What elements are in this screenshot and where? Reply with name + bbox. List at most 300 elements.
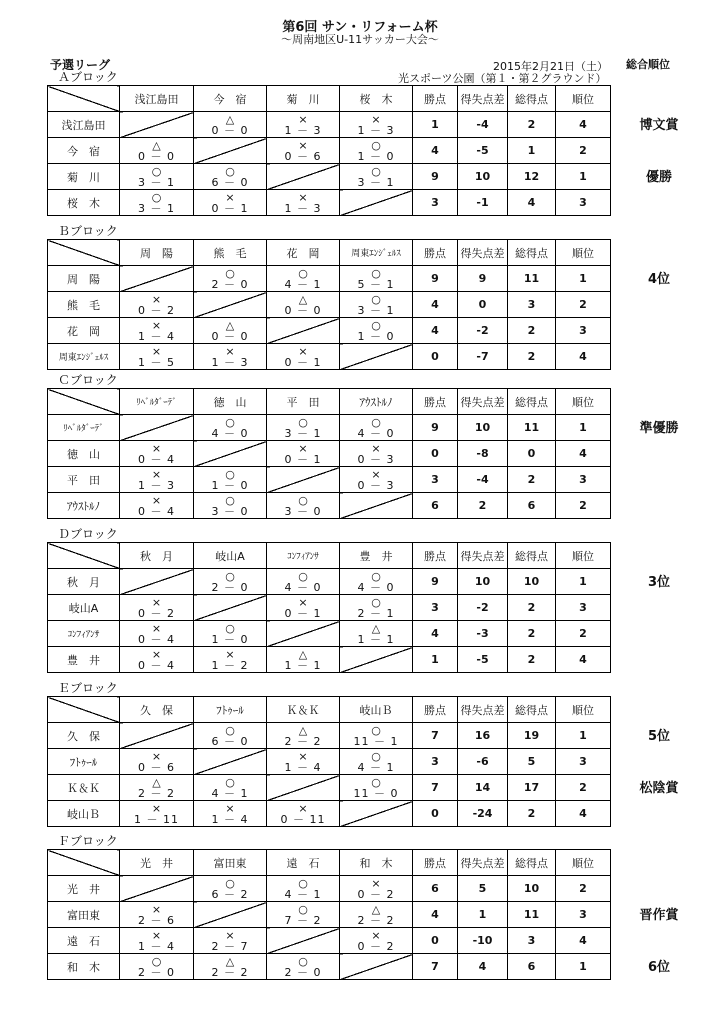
- result-symbol: ○: [371, 164, 381, 178]
- match-score: 1 － 3: [284, 123, 322, 137]
- team-header: 岐山Ｂ: [340, 697, 413, 723]
- match-score: 0 － 4: [138, 452, 175, 466]
- team-header: ｺﾝﾌｨｱﾝｻ: [267, 543, 340, 569]
- result-symbol: ○: [371, 595, 381, 609]
- team-row: [48, 112, 611, 138]
- team-header: Ｋ＆Ｋ: [267, 697, 340, 723]
- block-table: [47, 542, 611, 673]
- match-score: 1 － 0: [211, 632, 249, 646]
- goal-diff-cell: 0: [458, 292, 508, 318]
- self-match-cell: [194, 441, 267, 467]
- block-label: Ａブロック: [58, 70, 118, 84]
- match-result-cell: [340, 595, 413, 621]
- team-header: 周東ｴﾝｼﾞｪﾙｽ: [340, 240, 413, 266]
- team-row: [48, 723, 611, 749]
- team-name: ｱｳｽﾄﾙﾉ: [48, 493, 120, 519]
- goals-scored-cell: 11: [508, 902, 556, 928]
- venue: 光スポーツ公園（第１・第２グラウンド）: [398, 72, 607, 85]
- result-symbol: ○: [151, 164, 162, 178]
- rank-cell: 3: [556, 190, 611, 216]
- stat-header: 得失点差: [458, 543, 508, 569]
- match-result-cell: [340, 266, 413, 292]
- match-result-cell: [267, 595, 340, 621]
- rank-cell: 1: [556, 954, 611, 980]
- match-result-cell: [340, 876, 413, 902]
- result-symbol: △: [371, 621, 381, 635]
- match-score: 1 － 3: [284, 201, 322, 215]
- rank-cell: 4: [556, 112, 611, 138]
- self-match-cell: [340, 190, 413, 216]
- rank-cell: 3: [556, 749, 611, 775]
- team-header: 光 井: [120, 850, 194, 876]
- match-result-cell: [267, 138, 340, 164]
- points-cell: 4: [413, 318, 458, 344]
- team-header: 豊 井: [340, 543, 413, 569]
- self-match-cell: [340, 493, 413, 519]
- team-header: 熊 毛: [194, 240, 267, 266]
- team-name: 今 宿: [48, 138, 120, 164]
- team-name: 秋 月: [48, 569, 120, 595]
- stat-header: 勝点: [413, 240, 458, 266]
- match-result-cell: [194, 647, 267, 673]
- result-symbol: ×: [151, 621, 162, 635]
- result-symbol: △: [298, 647, 308, 661]
- match-result-cell: [120, 621, 194, 647]
- stat-header: 勝点: [413, 543, 458, 569]
- overall-award: 優勝: [645, 170, 672, 185]
- goal-diff-cell: 9: [458, 266, 508, 292]
- match-result-cell: [120, 749, 194, 775]
- match-result-cell: [267, 876, 340, 902]
- self-match-cell: [267, 928, 340, 954]
- match-score: 1 － 2: [211, 658, 249, 672]
- team-header: 富田東: [194, 850, 267, 876]
- points-cell: 0: [413, 344, 458, 370]
- self-match-cell: [340, 344, 413, 370]
- match-score: 2 － 0: [284, 965, 322, 979]
- goals-scored-cell: 6: [508, 954, 556, 980]
- team-row: [48, 647, 611, 673]
- goals-scored-cell: 2: [508, 595, 556, 621]
- result-symbol: ×: [151, 292, 162, 306]
- match-score: 1 － 4: [284, 760, 322, 774]
- result-symbol: ○: [225, 164, 235, 178]
- match-score: 6 － 0: [211, 175, 249, 189]
- stat-header: 勝点: [413, 850, 458, 876]
- result-symbol: ○: [371, 266, 381, 280]
- stat-header: 順位: [556, 850, 611, 876]
- match-score: 4 － 1: [211, 786, 249, 800]
- team-row: [48, 467, 611, 493]
- stat-header: 得失点差: [458, 240, 508, 266]
- rank-cell: 4: [556, 647, 611, 673]
- match-result-cell: [120, 164, 194, 190]
- result-symbol: ×: [151, 749, 162, 763]
- match-score: 2 － 2: [284, 734, 322, 748]
- match-score: 1 － 1: [284, 658, 322, 672]
- stat-header: 得失点差: [458, 389, 508, 415]
- match-result-cell: [267, 569, 340, 595]
- team-row: [48, 493, 611, 519]
- points-cell: 0: [413, 801, 458, 827]
- match-result-cell: [120, 467, 194, 493]
- match-result-cell: [120, 138, 194, 164]
- team-name: ﾘﾍﾞﾙﾀﾞｰﾃﾞ: [48, 415, 120, 441]
- result-symbol: △: [152, 775, 161, 789]
- points-cell: 3: [413, 595, 458, 621]
- team-name: ﾌﾄｩｰﾙ: [48, 749, 120, 775]
- result-symbol: ×: [298, 112, 308, 126]
- goal-diff-cell: 16: [458, 723, 508, 749]
- goal-diff-cell: 5: [458, 876, 508, 902]
- match-result-cell: [267, 441, 340, 467]
- self-match-cell: [120, 266, 194, 292]
- team-row: [48, 415, 611, 441]
- corner-cell: [48, 389, 120, 415]
- result-symbol: ×: [298, 749, 308, 763]
- result-symbol: ○: [298, 569, 308, 583]
- result-symbol: △: [371, 902, 381, 916]
- match-score: 1 － 0: [357, 149, 395, 163]
- result-symbol: ×: [371, 441, 381, 455]
- match-result-cell: [194, 318, 267, 344]
- match-result-cell: [267, 493, 340, 519]
- goal-diff-cell: -10: [458, 928, 508, 954]
- self-match-cell: [194, 292, 267, 318]
- goal-diff-cell: -3: [458, 621, 508, 647]
- match-result-cell: [340, 415, 413, 441]
- self-match-cell: [194, 902, 267, 928]
- match-score: 3 － 1: [138, 201, 175, 215]
- self-match-cell: [120, 415, 194, 441]
- match-result-cell: [194, 621, 267, 647]
- block-label: Ｆブロック: [58, 834, 118, 848]
- match-result-cell: [340, 164, 413, 190]
- self-match-cell: [267, 621, 340, 647]
- match-score: 0 － 1: [284, 355, 322, 369]
- match-result-cell: [194, 876, 267, 902]
- goals-scored-cell: 4: [508, 190, 556, 216]
- team-header: 桜 木: [340, 86, 413, 112]
- goals-scored-cell: 3: [508, 292, 556, 318]
- match-result-cell: [194, 415, 267, 441]
- team-row: [48, 164, 611, 190]
- points-cell: 3: [413, 190, 458, 216]
- goal-diff-cell: -24: [458, 801, 508, 827]
- goal-diff-cell: 14: [458, 775, 508, 801]
- match-result-cell: [340, 467, 413, 493]
- stat-header: 勝点: [413, 86, 458, 112]
- goal-diff-cell: 10: [458, 415, 508, 441]
- result-symbol: ○: [225, 569, 235, 583]
- self-match-cell: [340, 647, 413, 673]
- stat-header: 得失点差: [458, 697, 508, 723]
- team-name: Ｋ＆Ｋ: [48, 775, 120, 801]
- block-table: [47, 696, 611, 827]
- result-symbol: △: [152, 138, 161, 152]
- team-row: [48, 954, 611, 980]
- result-symbol: ○: [371, 138, 381, 152]
- result-symbol: ×: [151, 902, 162, 916]
- team-header: 平 田: [267, 389, 340, 415]
- match-score: 0 － 0: [211, 329, 249, 343]
- header-row: [48, 697, 611, 723]
- block-label: Ｅブロック: [58, 681, 118, 695]
- result-symbol: ×: [151, 344, 162, 358]
- goals-scored-cell: 5: [508, 749, 556, 775]
- match-result-cell: [267, 112, 340, 138]
- goal-diff-cell: -5: [458, 647, 508, 673]
- goals-scored-cell: 10: [508, 569, 556, 595]
- team-header: 花 岡: [267, 240, 340, 266]
- points-cell: 7: [413, 954, 458, 980]
- goal-diff-cell: -7: [458, 344, 508, 370]
- overall-award: 松陰賞: [639, 781, 679, 796]
- self-match-cell: [120, 876, 194, 902]
- match-score: 2 － 2: [138, 786, 175, 800]
- corner-cell: [48, 697, 120, 723]
- team-row: [48, 190, 611, 216]
- goals-scored-cell: 12: [508, 164, 556, 190]
- match-score: 0 － 2: [138, 303, 175, 317]
- match-result-cell: [120, 318, 194, 344]
- match-result-cell: [340, 138, 413, 164]
- team-name: 和 木: [48, 954, 120, 980]
- result-symbol: ○: [371, 318, 381, 332]
- header-row: [48, 389, 611, 415]
- result-symbol: ○: [371, 723, 381, 737]
- team-header: ｱｳｽﾄﾙﾉ: [340, 389, 413, 415]
- match-score: 3 － 1: [357, 175, 395, 189]
- match-score: 11 － 1: [353, 734, 399, 748]
- self-match-cell: [194, 749, 267, 775]
- match-score: 3 － 1: [284, 426, 322, 440]
- header-row: [48, 240, 611, 266]
- goals-scored-cell: 2: [508, 801, 556, 827]
- rank-cell: 4: [556, 441, 611, 467]
- block-table: [47, 849, 611, 980]
- match-result-cell: [340, 723, 413, 749]
- goals-scored-cell: 0: [508, 441, 556, 467]
- match-score: 1 － 1: [357, 632, 395, 646]
- match-result-cell: [120, 292, 194, 318]
- rank-cell: 1: [556, 415, 611, 441]
- rank-cell: 2: [556, 876, 611, 902]
- match-result-cell: [340, 112, 413, 138]
- goal-diff-cell: -2: [458, 595, 508, 621]
- match-result-cell: [267, 801, 340, 827]
- team-row: [48, 292, 611, 318]
- match-result-cell: [340, 902, 413, 928]
- team-header: 久 保: [120, 697, 194, 723]
- match-result-cell: [194, 954, 267, 980]
- points-cell: 9: [413, 266, 458, 292]
- overall-award: 5位: [647, 729, 671, 744]
- match-result-cell: [267, 344, 340, 370]
- goal-diff-cell: 4: [458, 954, 508, 980]
- points-cell: 4: [413, 138, 458, 164]
- match-result-cell: [194, 569, 267, 595]
- stat-header: 順位: [556, 697, 611, 723]
- self-match-cell: [267, 467, 340, 493]
- team-name: 浅江島田: [48, 112, 120, 138]
- team-name: 周 陽: [48, 266, 120, 292]
- stat-header: 総得点: [508, 389, 556, 415]
- match-score: 4 － 1: [284, 277, 322, 291]
- page-title: 第6回 サン・リフォーム杯: [282, 20, 438, 35]
- match-score: 1 － 5: [138, 355, 175, 369]
- team-row: [48, 775, 611, 801]
- stat-header: 順位: [556, 86, 611, 112]
- result-symbol: ○: [298, 954, 308, 968]
- rank-cell: 3: [556, 595, 611, 621]
- match-result-cell: [194, 190, 267, 216]
- match-result-cell: [120, 493, 194, 519]
- points-cell: 1: [413, 112, 458, 138]
- result-symbol: ×: [371, 928, 381, 942]
- match-score: 1 － 11: [134, 812, 179, 826]
- goal-diff-cell: -1: [458, 190, 508, 216]
- goals-scored-cell: 1: [508, 138, 556, 164]
- result-symbol: ×: [225, 344, 235, 358]
- match-result-cell: [120, 775, 194, 801]
- self-match-cell: [120, 723, 194, 749]
- match-score: 2 － 2: [211, 965, 249, 979]
- result-symbol: ○: [225, 467, 235, 481]
- result-symbol: ×: [298, 344, 308, 358]
- match-score: 0 － 2: [357, 887, 395, 901]
- result-symbol: ×: [298, 190, 308, 204]
- match-result-cell: [194, 266, 267, 292]
- team-header: 和 木: [340, 850, 413, 876]
- match-score: 0 － 0: [211, 123, 249, 137]
- result-symbol: ×: [151, 441, 162, 455]
- match-score: 2 － 2: [357, 913, 395, 927]
- result-symbol: ×: [151, 647, 162, 661]
- rank-cell: 3: [556, 902, 611, 928]
- result-symbol: ○: [371, 415, 381, 429]
- result-symbol: ○: [371, 569, 381, 583]
- team-row: [48, 801, 611, 827]
- points-cell: 7: [413, 775, 458, 801]
- result-symbol: ○: [225, 876, 235, 890]
- result-symbol: ○: [225, 493, 235, 507]
- goal-diff-cell: -2: [458, 318, 508, 344]
- match-score: 3 － 0: [284, 504, 322, 518]
- rank-cell: 4: [556, 801, 611, 827]
- match-score: 0 － 4: [138, 632, 175, 646]
- block-table: [47, 388, 611, 519]
- result-symbol: ×: [225, 647, 235, 661]
- match-result-cell: [194, 344, 267, 370]
- result-symbol: ×: [371, 876, 381, 890]
- result-symbol: ×: [371, 112, 381, 126]
- self-match-cell: [340, 801, 413, 827]
- match-score: 0 － 2: [138, 606, 175, 620]
- result-symbol: ○: [298, 415, 308, 429]
- result-symbol: ×: [225, 801, 235, 815]
- overall-award: 博文賞: [639, 118, 679, 133]
- goals-scored-cell: 2: [508, 621, 556, 647]
- stat-header: 総得点: [508, 850, 556, 876]
- stat-header: 得失点差: [458, 850, 508, 876]
- team-row: [48, 902, 611, 928]
- match-score: 1 － 4: [138, 329, 175, 343]
- match-result-cell: [267, 415, 340, 441]
- points-cell: 4: [413, 292, 458, 318]
- points-cell: 4: [413, 902, 458, 928]
- match-score: 11 － 0: [353, 786, 399, 800]
- match-score: 0 － 1: [211, 201, 249, 215]
- rank-cell: 1: [556, 723, 611, 749]
- points-cell: 6: [413, 876, 458, 902]
- match-score: 4 － 0: [211, 426, 249, 440]
- team-row: [48, 569, 611, 595]
- stat-header: 総得点: [508, 240, 556, 266]
- result-symbol: ×: [151, 318, 162, 332]
- result-symbol: ×: [151, 467, 162, 481]
- match-result-cell: [267, 749, 340, 775]
- page-subtitle: ～周南地区U-11サッカー大会～: [281, 33, 439, 46]
- match-result-cell: [267, 292, 340, 318]
- team-header: 遠 石: [267, 850, 340, 876]
- points-cell: 6: [413, 493, 458, 519]
- match-result-cell: [120, 647, 194, 673]
- self-match-cell: [120, 569, 194, 595]
- result-symbol: △: [225, 112, 235, 126]
- team-header: 徳 山: [194, 389, 267, 415]
- team-row: [48, 344, 611, 370]
- result-symbol: ○: [371, 292, 381, 306]
- team-row: [48, 441, 611, 467]
- result-symbol: ○: [151, 190, 162, 204]
- match-result-cell: [340, 749, 413, 775]
- stat-header: 総得点: [508, 697, 556, 723]
- overall-rank-heading: 総合順位: [626, 58, 670, 71]
- header-row: [48, 850, 611, 876]
- goal-diff-cell: 10: [458, 164, 508, 190]
- points-cell: 7: [413, 723, 458, 749]
- result-symbol: ○: [298, 902, 308, 916]
- match-score: 0 － 0: [284, 303, 322, 317]
- match-score: 0 － 4: [138, 658, 175, 672]
- self-match-cell: [267, 164, 340, 190]
- match-result-cell: [267, 954, 340, 980]
- goals-scored-cell: 2: [508, 344, 556, 370]
- match-result-cell: [340, 621, 413, 647]
- self-match-cell: [120, 112, 194, 138]
- goals-scored-cell: 2: [508, 647, 556, 673]
- result-symbol: ×: [298, 595, 308, 609]
- points-cell: 9: [413, 415, 458, 441]
- result-symbol: ○: [225, 775, 235, 789]
- team-header: 菊 川: [267, 86, 340, 112]
- team-header: ﾌﾄｩｰﾙ: [194, 697, 267, 723]
- points-cell: 4: [413, 621, 458, 647]
- event-date: 2015年2月21日（土）: [493, 60, 608, 73]
- match-result-cell: [194, 928, 267, 954]
- goal-diff-cell: -5: [458, 138, 508, 164]
- match-score: 1 － 0: [211, 478, 249, 492]
- result-symbol: ×: [298, 441, 308, 455]
- result-symbol: ○: [225, 266, 235, 280]
- stat-header: 総得点: [508, 86, 556, 112]
- match-score: 0 － 1: [284, 606, 322, 620]
- match-score: 1 － 4: [138, 939, 175, 953]
- match-score: 4 － 0: [357, 426, 395, 440]
- goals-scored-cell: 6: [508, 493, 556, 519]
- team-header: ﾘﾍﾞﾙﾀﾞｰﾃﾞ: [120, 389, 194, 415]
